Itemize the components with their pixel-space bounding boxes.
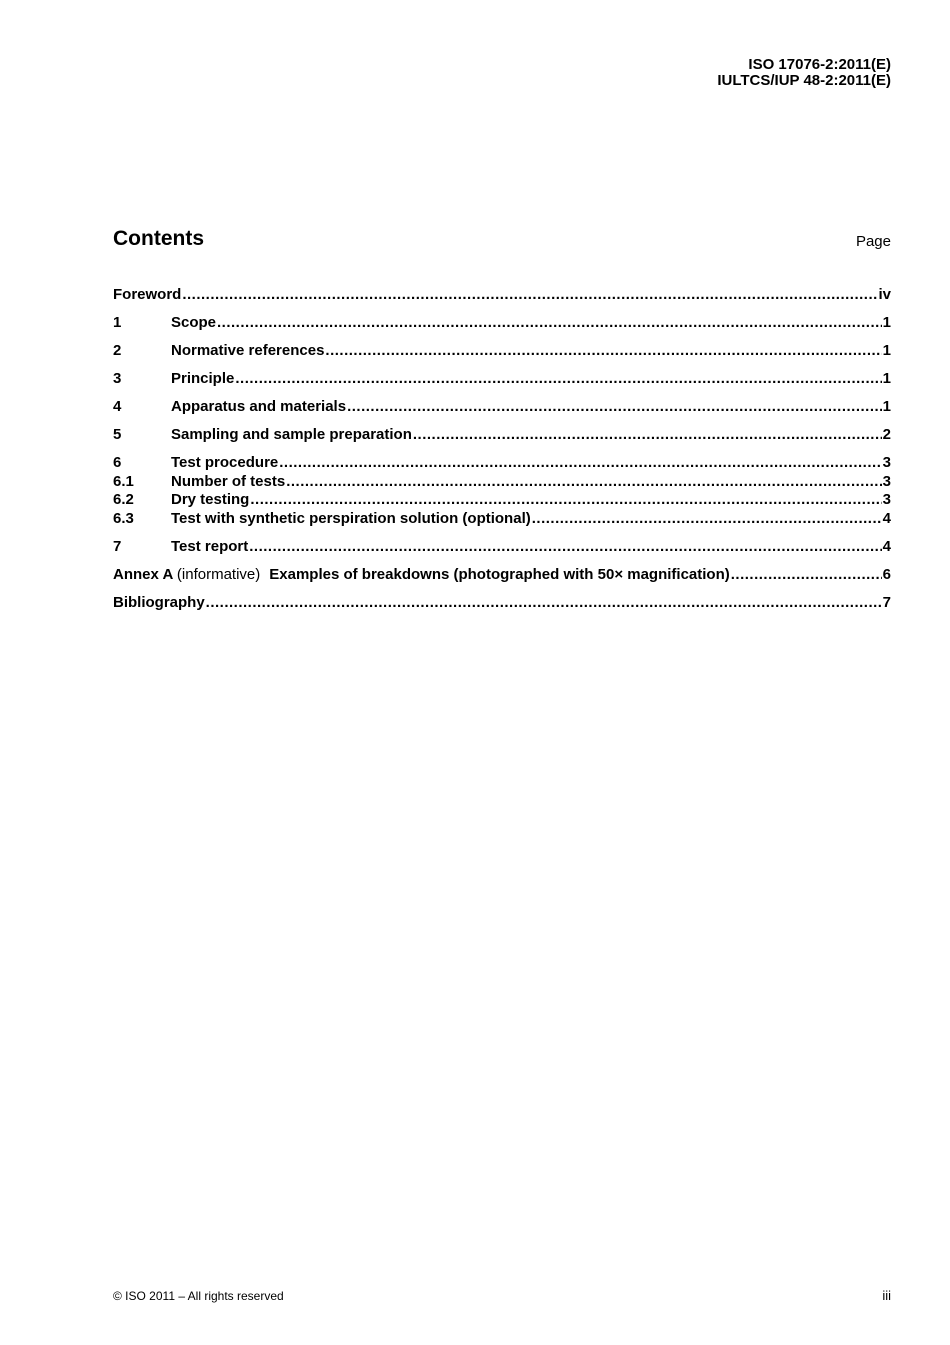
dot-leader xyxy=(235,370,881,389)
toc-entry-title: Number of tests xyxy=(171,472,286,490)
toc-entry-title: Apparatus and materials xyxy=(171,398,347,415)
toc-entry-page: 1 xyxy=(882,398,891,415)
annex-title: Examples of breakdowns (photographed with 50× magnification) xyxy=(269,565,730,583)
toc-entry-test-procedure[interactable] xyxy=(113,454,891,473)
dot-leader xyxy=(279,454,881,473)
toc-entry-principle[interactable] xyxy=(113,370,891,389)
toc-entry-number: 3 xyxy=(113,370,122,387)
toc-entry-number: 6.2 xyxy=(113,491,134,508)
toc-entry-title: Foreword xyxy=(113,286,182,303)
toc-entry-title: Normative references xyxy=(171,342,325,359)
iultcs-number: IULTCS/IUP 48-2:2011(E) xyxy=(717,72,891,89)
toc-entry-dry-testing[interactable] xyxy=(113,491,891,510)
toc-entry-title: Test with synthetic perspiration solution (optional) xyxy=(171,509,531,527)
table-of-contents xyxy=(113,286,891,612)
toc-entry-foreword[interactable] xyxy=(113,286,891,305)
toc-entry-title: Principle xyxy=(171,370,235,387)
dot-leader xyxy=(325,342,881,361)
dot-leader xyxy=(217,314,882,333)
toc-entry-test-report[interactable] xyxy=(113,538,891,557)
toc-entry-page: 1 xyxy=(882,370,891,387)
toc-entry-number: 6.1 xyxy=(113,472,134,490)
annex-label: Annex A xyxy=(113,565,173,583)
toc-entry-page: 4 xyxy=(882,537,891,555)
toc-entry-scope[interactable] xyxy=(113,314,891,333)
toc-entry-apparatus[interactable] xyxy=(113,398,891,417)
toc-entry-page: 1 xyxy=(882,314,891,331)
copyright-notice: © ISO 2011 – All rights reserved xyxy=(113,1289,284,1303)
toc-entry-number: 4 xyxy=(113,398,122,415)
toc-entry-page: 6 xyxy=(882,565,891,583)
toc-entry-normative-references[interactable] xyxy=(113,342,891,361)
toc-entry-title: Dry testing xyxy=(171,491,250,508)
dot-leader xyxy=(286,473,881,492)
document-header xyxy=(717,57,891,89)
toc-entry-title: Sampling and sample preparation xyxy=(171,426,412,443)
toc-entry-page: 3 xyxy=(882,472,891,490)
toc-entry-page: 3 xyxy=(882,454,891,471)
dot-leader xyxy=(347,398,882,417)
toc-entry-perspiration-test[interactable] xyxy=(113,510,891,529)
toc-entry-page: iv xyxy=(878,286,891,303)
toc-entry-sampling[interactable] xyxy=(113,426,891,445)
toc-entry-title: Scope xyxy=(171,314,217,331)
dot-leader xyxy=(413,426,882,445)
toc-entry-number: 7 xyxy=(113,537,122,555)
toc-entry-bibliography[interactable] xyxy=(113,594,891,613)
toc-entry-number-of-tests[interactable] xyxy=(113,473,891,492)
contents-heading: Contents xyxy=(113,227,204,250)
annex-qualifier: (informative) xyxy=(176,565,261,583)
toc-entry-number: 5 xyxy=(113,426,122,443)
dot-leader xyxy=(249,538,881,557)
toc-entry-number: 6.3 xyxy=(113,509,134,527)
toc-entry-title: Bibliography xyxy=(113,593,205,611)
toc-entry-page: 4 xyxy=(882,509,891,527)
dot-leader xyxy=(206,594,882,613)
page-number: iii xyxy=(882,1288,891,1303)
toc-entry-page: 1 xyxy=(882,342,891,359)
dot-leader xyxy=(731,566,882,585)
dot-leader xyxy=(182,286,877,305)
page-column-label: Page xyxy=(855,233,891,250)
toc-entry-page: 7 xyxy=(882,593,891,611)
toc-entry-title: Test report xyxy=(171,537,249,555)
toc-entry-number: 6 xyxy=(113,454,122,471)
toc-entry-annex-a[interactable] xyxy=(113,566,891,585)
toc-entry-number: 2 xyxy=(113,342,122,359)
toc-entry-page: 2 xyxy=(882,426,891,443)
toc-entry-title: Test procedure xyxy=(171,454,279,471)
toc-entry-title xyxy=(113,566,730,585)
toc-entry-page: 3 xyxy=(882,491,891,508)
dot-leader xyxy=(532,510,882,529)
standard-number: ISO 17076-2:2011(E) xyxy=(748,56,891,73)
toc-entry-number: 1 xyxy=(113,314,122,331)
dot-leader xyxy=(250,491,881,510)
